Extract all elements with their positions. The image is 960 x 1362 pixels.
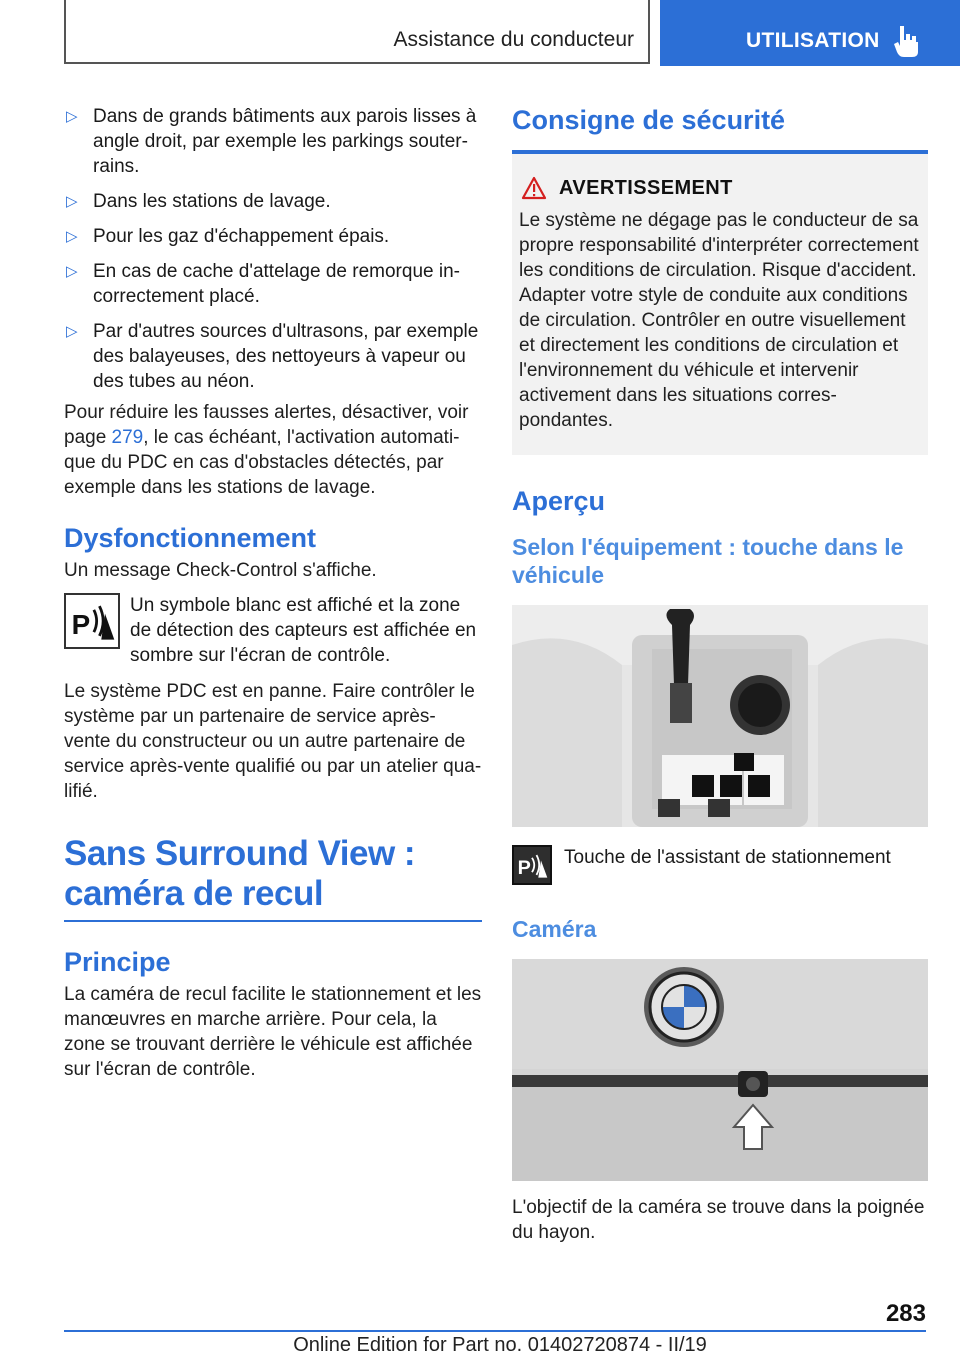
symbol-description: Un symbole blanc est affiché et la zone de détection des capteurs est affichée en sombre sur l'écran de contrôle. [130, 595, 477, 666]
equipment-heading: Selon l'équipement : touche dans le véhicule [512, 534, 904, 588]
hand-pointer-icon [892, 24, 922, 58]
bullet-text: Dans les stations de lavage. [93, 191, 331, 212]
park-assist-caption: Touche de l'assistant de stationnement [564, 847, 891, 868]
overview-heading: Aperçu [512, 486, 606, 516]
triangle-bullet-icon: ▷ [66, 193, 78, 210]
bullet-list [64, 104, 482, 394]
list-item [64, 259, 482, 309]
warning-box [512, 150, 928, 455]
bullet-text: Dans de grands bâtiments aux parois lisses à angle droit, par exemple les parkings souterrains. [93, 106, 477, 177]
safety-heading: Consigne de sécurité [512, 105, 786, 135]
header-chapter-label: UTILISATION [746, 29, 880, 52]
false-alert-paragraph [64, 400, 482, 500]
list-item [64, 319, 482, 394]
camera-heading: Caméra [512, 916, 597, 942]
triangle-bullet-icon: ▷ [66, 263, 78, 280]
malfunction-text: Un message Check-Control s'affiche. [64, 560, 377, 581]
bullet-text: En cas de cache d'attelage de remorque incorrectement placé. [93, 261, 460, 307]
svg-text:P: P [71, 609, 91, 640]
footer-rule [64, 1330, 926, 1332]
rear-camera-photo [512, 959, 928, 1181]
warning-title [559, 176, 920, 200]
paragraph-text: , le cas échéant, l'activation automatique du PDC en cas d'obstacles détectés, par exemple dans les stations de lavage. [64, 427, 460, 498]
list-item [64, 189, 482, 214]
page-link-279[interactable]: 279 [111, 427, 144, 448]
principle-heading: Principe [64, 947, 171, 977]
triangle-bullet-icon: ▷ [66, 323, 78, 340]
page-number: 283 [885, 1300, 926, 1327]
malfunction-heading: Dysfonctionnement [64, 523, 317, 553]
triangle-bullet-icon: ▷ [66, 228, 78, 245]
pdc-white-sensor-icon [64, 593, 120, 649]
left-column [64, 104, 482, 1082]
center-console-photo [512, 605, 928, 827]
warning-title-text: AVERTISSEMENT [559, 177, 733, 199]
triangle-bullet-icon: ▷ [66, 108, 78, 125]
header-section-box [64, 0, 650, 64]
right-column [512, 104, 928, 1245]
warning-text: Le système ne dégage pas le conducteur de sa propre responsabilité d'interpréter correctement les conditions de circulation. Risque d'accident. Adapter votre style de conduite aux conditions de circulation. Contrôler en outre visuellement et directement les conditions de circulation et l'environnement du véhicule et intervenir activement dans les situations correspondantes. [519, 210, 919, 431]
list-item [64, 224, 482, 249]
footer-edition: Online Edition for Part no. 01402720874 - II/19 [293, 1334, 707, 1356]
svg-text:P: P [517, 857, 531, 879]
warning-triangle-icon [521, 176, 547, 200]
paragraph-text: Pour réduire les fausses alertes, désactiver, voir page [64, 402, 469, 448]
park-assist-button-icon [512, 845, 552, 885]
heading-rule [64, 920, 482, 922]
section-heading: Sans Surround View : caméra de recul [64, 834, 416, 913]
header-section-title: Assistance du conducteur [393, 28, 634, 51]
pdc-failure-text: Le système PDC est en panne. Faire contrôler le système par un partenaire de service après-vente du constructeur ou un autre partenaire de service après-vente qualifié ou par un atelier qualifié. [64, 681, 482, 802]
bullet-text: Par d'autres sources d'ultrasons, par exemple des balayeuses, des nettoyeurs à vapeur ou des tubes au néon. [93, 321, 479, 392]
camera-caption: L'objectif de la caméra se trouve dans la poignée du hayon. [512, 1197, 925, 1243]
list-item [64, 104, 482, 179]
park-assist-caption-row [512, 845, 928, 887]
header-chapter-tab [660, 0, 960, 66]
pdc-symbol-row [64, 593, 482, 673]
principle-text: La caméra de recul facilite le stationnement et les manœuvres en marche arrière. Pour cela, la zone se trouvant derrière le véhicule est affichée sur l'écran de contrôle. [64, 984, 482, 1080]
bullet-text: Pour les gaz d'échappement épais. [93, 226, 390, 247]
